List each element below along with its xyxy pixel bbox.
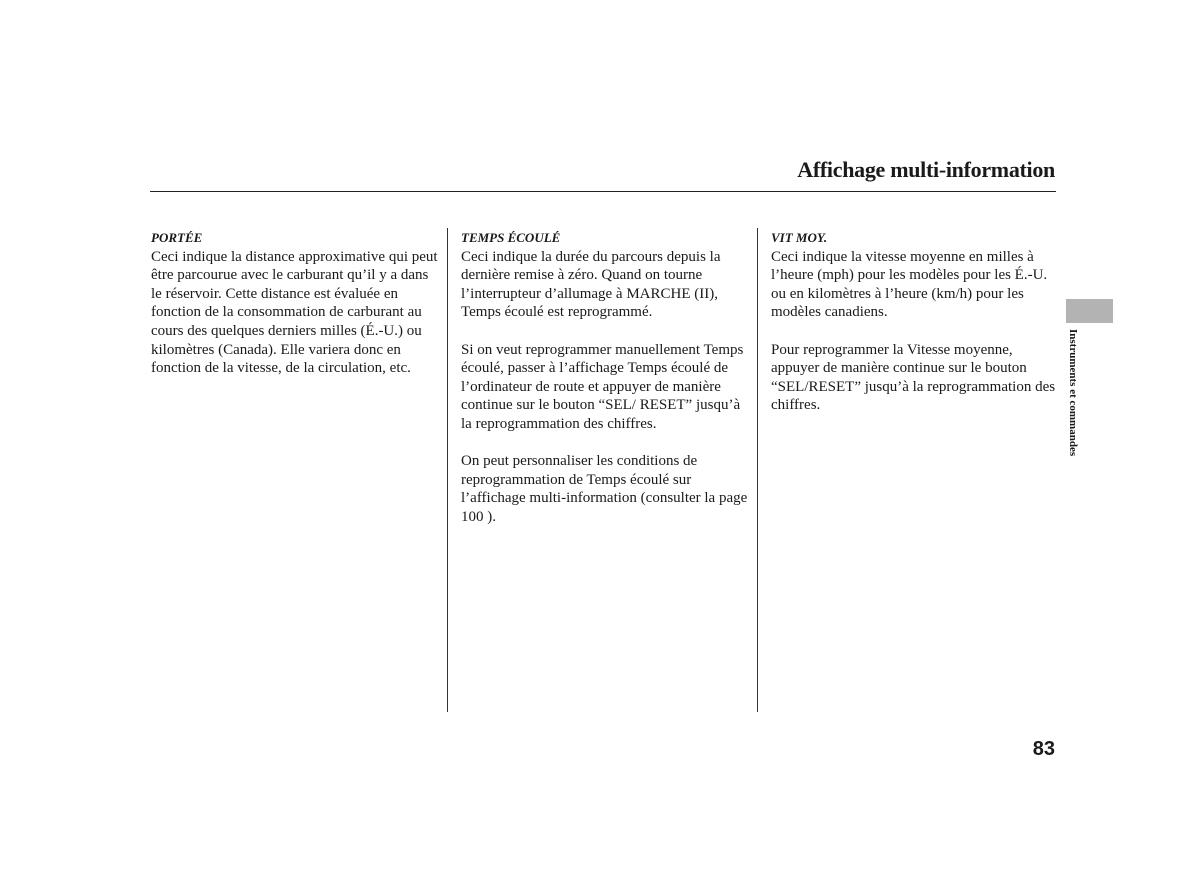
column-portee [151, 229, 441, 396]
column-divider [447, 228, 448, 712]
page-title: Affichage multi-information [797, 157, 1055, 182]
page-number: 83 [1032, 738, 1055, 760]
column-paragraph: Ceci indique la durée du parcours depuis la dernière remise à zéro. Quand on tourne l’interrupteur d’allumage à MARCHE (II), Temps écoulé est reprogrammé. [461, 248, 721, 321]
column-vit-moy [771, 229, 1063, 434]
column-paragraph: Ceci indique la distance approximative qui peut être parcourue avec le carburant qu’il y a dans le réservoir. Cette distance est évaluée en fonction de la consommation de carburant au cours des quelques derniers milles (É.-U.) ou kilomètres (Canada). Elle variera donc en fonction de la vitesse, de la circulation, etc. [151, 248, 438, 377]
column-paragraph: Pour reprogrammer la Vitesse moyenne, appuyer de manière continue sur le bouton “SEL/RESET” jusqu’à la reprogrammation des chiffres. [771, 341, 1056, 414]
title-rule [150, 191, 1056, 192]
column-heading: PORTÉE [151, 230, 203, 245]
column-heading: TEMPS ÉCOULÉ [461, 230, 561, 245]
column-paragraph: Ceci indique la vitesse moyenne en milles à l’heure (mph) pour les modèles pour les É.-U. ou en kilomètres à l’heure (km/h) pour les modèles canadiens. [771, 248, 1048, 321]
column-paragraph: On peut personnaliser les conditions de reprogrammation de Temps écoulé sur l’affichage multi-information (consulter la page 100 ). [461, 453, 748, 525]
column-temps-ecoule [461, 229, 751, 545]
column-divider [757, 228, 758, 712]
column-heading: VIT MOY. [771, 230, 828, 245]
column-paragraph: Si on veut reprogrammer manuellement Temps écoulé, passer à l’affichage Temps écoulé de l’ordinateur de route et appuyer de manière continue sur le bouton “SEL/ RESET” jusqu’à la reprogrammation des chiffres. [461, 341, 744, 432]
section-label: Instruments et commandes [1067, 329, 1079, 457]
section-tab [1066, 299, 1113, 323]
